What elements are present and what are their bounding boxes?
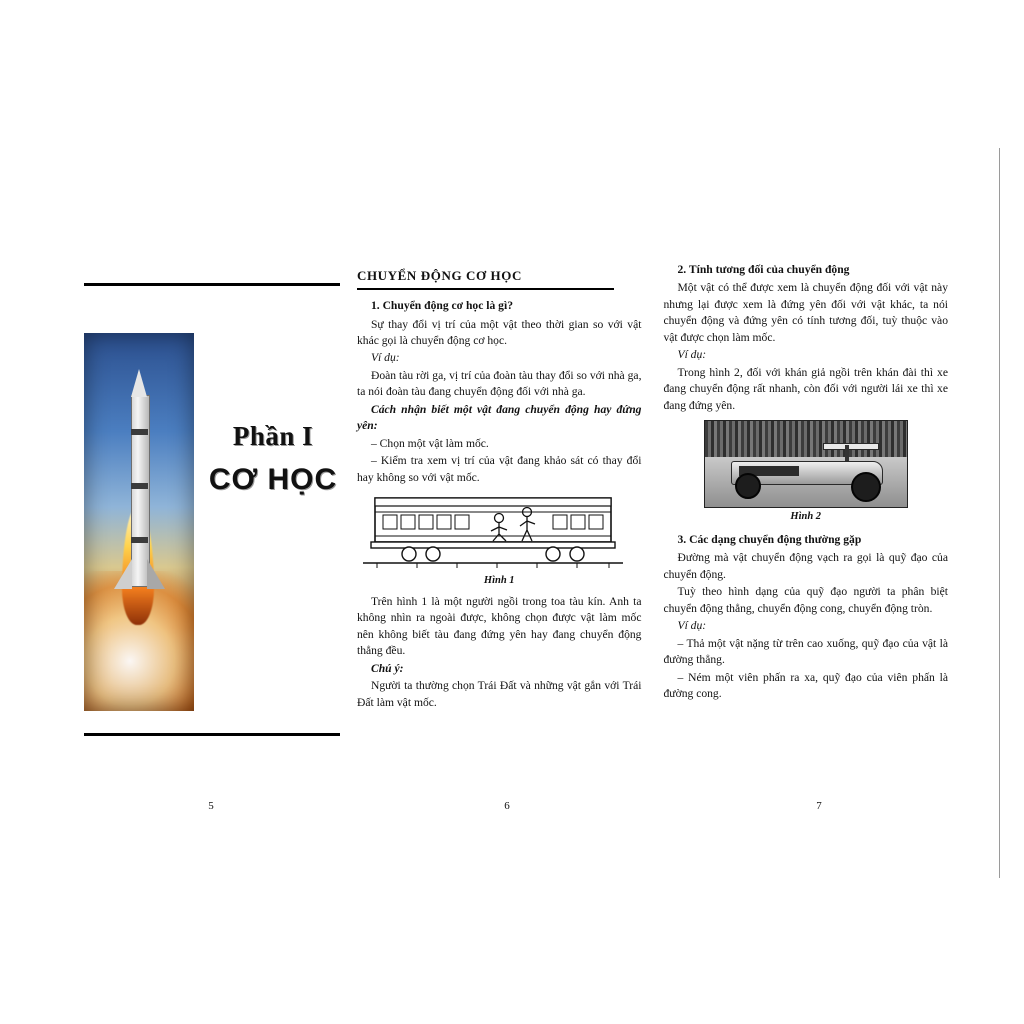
example-text-2: Trong hình 2, đối với khán giả ngồi trên khán đài thì xe đang chuyển động rất nhanh, còn đối với người lái xe thì xe đang đứng yên. xyxy=(663,365,948,412)
section-3-paragraph-2: Tuỳ theo hình dạng của quỹ đạo người ta phân biệt chuyển động thẳng, chuyển động cong, chuyển động tròn. xyxy=(663,585,948,615)
page-number-5: 5 xyxy=(208,800,214,812)
chapter-rule xyxy=(357,288,614,290)
example-label: Ví dụ: xyxy=(370,351,400,365)
bottom-rule xyxy=(84,733,340,736)
rocket-launch-illustration xyxy=(84,333,194,711)
train-carriage-drawing xyxy=(357,494,629,572)
figure-2-caption: Hình 2 xyxy=(790,511,822,523)
example-bullet-2: – Ném một viên phấn ra xa, quỹ đạo của viên phấn là đường cong. xyxy=(663,670,948,701)
after-figure-paragraph: Trên hình 1 là một người ngồi trong toa tàu kín. Anh ta không nhìn ra ngoài được, không chọn được vật làm mốc nên không biết tàu đang đứng yên hay đang chuyển động thẳng đều. xyxy=(356,594,642,658)
example-label-3: Ví dụ: xyxy=(677,619,707,633)
method-heading: Cách nhận biết một vật đang chuyển động hay đứng yên: xyxy=(356,402,642,433)
method-bullet-1: – Chọn một vật làm mốc. xyxy=(370,436,489,450)
spread-container xyxy=(78,255,948,785)
rear-wheel xyxy=(851,472,881,502)
example-text: Đoàn tàu rời ga, vị trí của đoàn tàu thay đổi so với nhà ga, ta nói đoàn tàu đang chuyển động đối với nhà ga. xyxy=(356,368,642,399)
page-edge-rule xyxy=(999,148,1000,878)
page-number-6: 6 xyxy=(504,800,510,812)
rear-wing xyxy=(823,443,879,450)
note-label: Chú ý: xyxy=(370,661,404,675)
front-wheel xyxy=(735,473,761,499)
top-rule xyxy=(84,283,340,286)
train-figure-svg xyxy=(357,494,629,572)
part-subtitle: CƠ HỌC xyxy=(208,463,338,496)
example-bullet-1: – Thả một vật nặng từ trên cao xuống, quỹ đạo của vật là đường thẳng. xyxy=(663,636,948,667)
page-number-7: 7 xyxy=(816,800,822,812)
section-1-paragraph: Sự thay đổi vị trí của một vật theo thời gian so với vật khác gọi là chuyển động cơ học. xyxy=(356,317,642,347)
vignette-overlay xyxy=(84,333,194,711)
section-heading-2: 2. Tính tương đối của chuyển động xyxy=(677,263,850,276)
page-7 xyxy=(663,255,948,785)
part-title: Phần I xyxy=(232,421,314,451)
page-5 xyxy=(78,255,339,785)
section-heading-1: 1. Chuyển động cơ học là gì? xyxy=(370,299,513,313)
section-3-paragraph-1: Đường mà vật chuyển động vạch ra gọi là quỹ đạo của chuyển động. xyxy=(663,551,948,581)
method-bullet-2: – Kiểm tra xem vị trí của vật đang khảo sát có thay đổi hay không so với vật mốc. xyxy=(356,454,642,484)
note-text: Người ta thường chọn Trái Đất và những vật gắn với Trái Đất làm vật mốc. xyxy=(356,679,642,709)
page-6 xyxy=(357,255,642,785)
section-heading-3: 3. Các dạng chuyển động thường gặp xyxy=(677,532,862,546)
chapter-title: CHUYỂN ĐỘNG CƠ HỌC xyxy=(356,268,522,283)
figure-1-caption: Hình 1 xyxy=(483,575,515,587)
grandstand-crowd xyxy=(705,421,907,457)
section-2-paragraph: Một vật có thể được xem là chuyển động đối với vật này nhưng lại được xem là đứng yên đối với vật khác, ta nói chuyển động và đứng yên có tính tương đối, tuỳ thuộc vào vật được chọn làm mốc. xyxy=(663,281,948,344)
dragster-race-car-photo xyxy=(704,420,908,508)
example-label-2: Ví dụ: xyxy=(677,348,707,362)
